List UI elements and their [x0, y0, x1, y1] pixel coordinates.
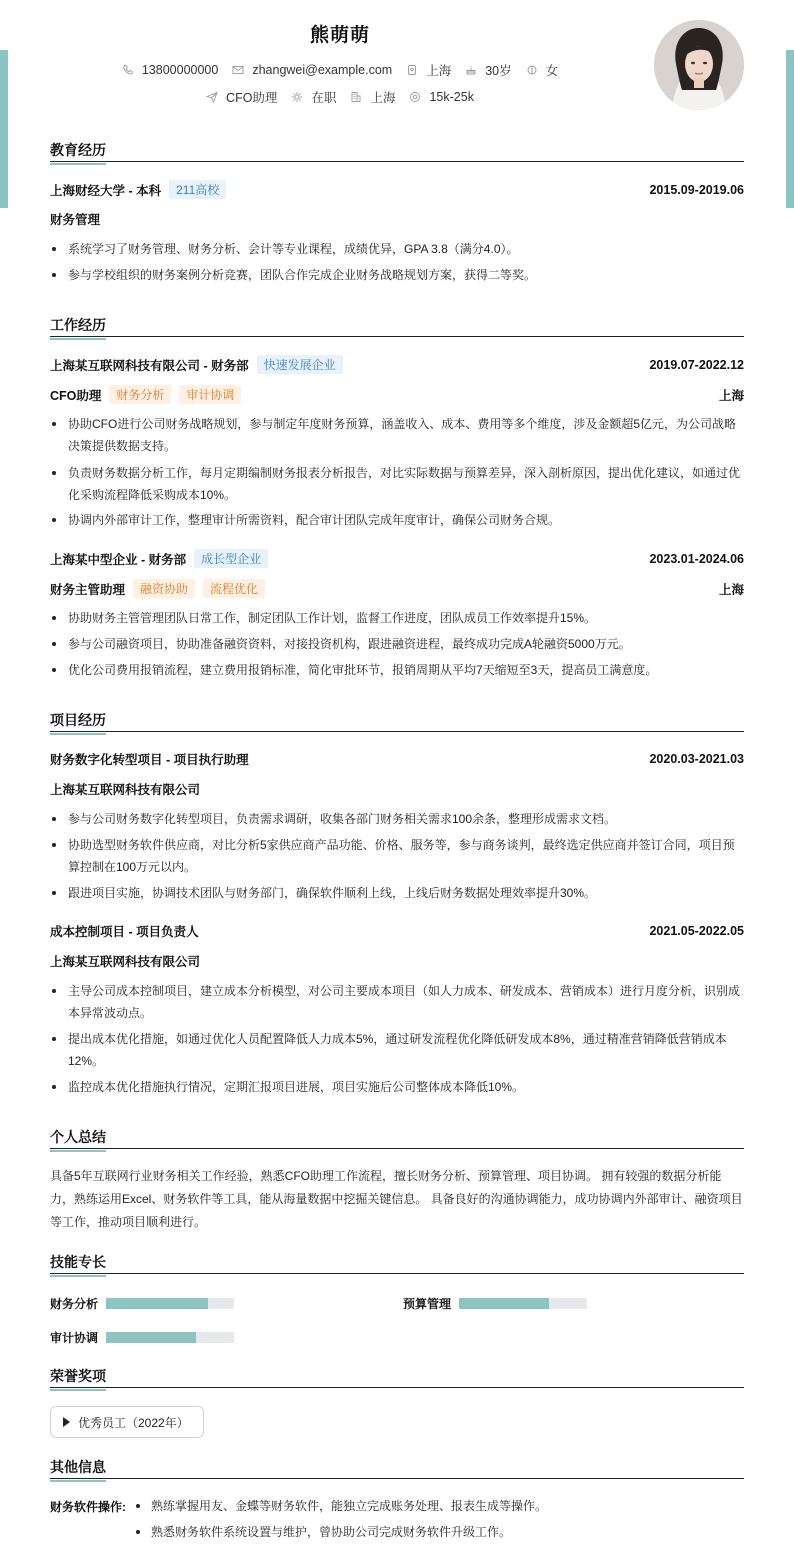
project-bullet: 监控成本优化措施执行情况，定期汇报项目进展，项目实施后公司整体成本降低10%。 — [50, 1076, 744, 1098]
project-header-row — [50, 750, 744, 768]
skill-item — [50, 1295, 234, 1312]
skill-bar-fill — [106, 1332, 196, 1343]
salary-item — [409, 90, 473, 104]
skill-bar-fill — [106, 1298, 208, 1309]
cake-icon — [465, 64, 477, 76]
job-period: 2019.07-2022.12 — [649, 357, 744, 372]
education-bullet: 参与学校组织的财务案例分析竞赛，团队合作完成企业财务战略规划方案，获得二等奖。 — [50, 264, 744, 286]
company-tag: 成长型企业 — [194, 549, 268, 568]
gender-text: 女 — [545, 64, 559, 78]
location-item — [406, 61, 451, 79]
project-period: 2020.03-2021.03 — [649, 752, 744, 766]
other-bullet: 熟悉财务软件系统设置与维护，曾协助公司完成财务软件升级工作。 — [136, 1522, 511, 1542]
candidate-name: 熊萌萌 — [309, 25, 370, 46]
job-company: 上海某中型企业 - 财务部 — [50, 552, 187, 567]
job-bullet: 参与公司融资项目，协助准备融资资料，对接投资机构，跟进融资进程，最终成功完成A轮融资5000万元。 — [50, 633, 744, 655]
coin-icon — [409, 91, 421, 103]
contact-row — [0, 61, 680, 79]
skill-bar — [106, 1298, 234, 1309]
education-major-row — [50, 210, 744, 228]
send-icon — [206, 91, 218, 103]
education-period: 2015.09-2019.06 — [649, 182, 744, 197]
project-company-row — [50, 780, 744, 798]
education-bullet: 系统学习了财务管理、财务分析、会计等专业课程，成绩优异，GPA 3.8（满分4.0）。 — [50, 238, 744, 260]
projects-title-text: 项目经历 — [50, 710, 106, 732]
project-period: 2021.05-2022.05 — [649, 924, 744, 938]
age-item — [465, 61, 511, 79]
other-title-text: 其他信息 — [50, 1457, 106, 1479]
age-text: 30岁 — [485, 64, 512, 78]
skills-section-title — [50, 1252, 744, 1274]
awards-section-title — [50, 1366, 744, 1388]
summary-section-title — [50, 1127, 744, 1149]
major-name: 财务管理 — [50, 213, 101, 227]
project-company: 上海某互联网科技有限公司 — [50, 955, 201, 969]
project-bullet: 参与公司财务数字化转型项目，负责需求调研，收集各部门财务相关需求100余条，整理形成需求文档。 — [50, 808, 744, 830]
status-text: 在职 — [311, 91, 337, 105]
project-bullet: 提出成本优化措施，如通过优化人员配置降低人力成本5%，通过研发流程优化降低研发成本8%，通过精准营销降低营销成本12%。 — [50, 1028, 744, 1072]
project-bullet: 协助选型财务软件供应商，对比分析5家供应商产品功能、价格、服务等，参与商务谈判，最终选定供应商并签订合同，项目预算控制在100万元以内。 — [50, 834, 744, 878]
phone-icon — [122, 64, 134, 76]
job-role-row — [50, 579, 744, 598]
education-section-title — [50, 140, 744, 162]
email-text: zhangwei@example.com — [252, 63, 393, 77]
skill-item — [50, 1329, 234, 1346]
education-header-row — [50, 180, 744, 199]
project-company-row — [50, 952, 744, 970]
other-section-title — [50, 1457, 744, 1479]
skill-tag: 财务分析 — [109, 385, 171, 404]
phone-text: 13800000000 — [141, 63, 219, 77]
email-item — [232, 63, 392, 77]
work-title-text: 工作经历 — [50, 315, 106, 337]
work-section-title — [50, 315, 744, 337]
award-text: 优秀员工（2022年） — [78, 1415, 189, 1430]
summary-text: 具备5年互联网行业财务相关工作经验，熟悉CFO助理工作流程，擅长财务分析、预算管理、项目协调。 拥有较强的数据分析能力，熟练运用Excel、财务软件等工具，能从海量数据中挖掘关键信息。 具备良好的沟通协调能力，成功协调内外部审计、融资项目等工作，推动项目顺利进行。 — [50, 1169, 743, 1229]
skill-tag: 流程优化 — [203, 579, 265, 598]
skill-tag: 审计协调 — [179, 385, 241, 404]
gender-icon — [526, 64, 538, 76]
job-bullet: 协助CFO进行公司财务战略规划，参与制定年度财务预算，涵盖收入、成本、费用等多个维度，涉及金额超5亿元，为公司战略决策提供数据支持。 — [50, 413, 744, 457]
job-role: 财务主管助理 — [50, 582, 126, 597]
skill-bar-fill — [459, 1298, 549, 1309]
award-item[interactable] — [50, 1406, 204, 1438]
skill-name: 审计协调 — [50, 1331, 99, 1345]
avatar — [654, 20, 744, 110]
school-tag: 211高校 — [169, 180, 226, 199]
target-position-item — [206, 88, 277, 106]
job-period: 2023.01-2024.06 — [649, 551, 744, 566]
skill-name: 预算管理 — [403, 1297, 452, 1311]
job-role: CFO助理 — [50, 388, 102, 403]
other-bullet: 熟练掌握用友、金蝶等财务软件，能独立完成账务处理、报表生成等操作。 — [136, 1496, 547, 1516]
skill-name: 财务分析 — [50, 1297, 99, 1311]
project-name: 成本控制项目 - 项目负责人 — [50, 925, 199, 939]
job-bullet: 负责财务数据分析工作，每月定期编制财务报表分析报告，对比实际数据与预算差异，深入剖析原因，提出优化建议，如通过优化采购流程降低采购成本10%。 — [50, 462, 744, 506]
job-bullet: 协助财务主管管理团队日常工作，制定团队工作计划，监督工作进度，团队成员工作效率提升15%。 — [50, 607, 744, 629]
target-city-text: 上海 — [370, 91, 396, 105]
skill-item — [403, 1295, 587, 1312]
target-position-text: CFO助理 — [226, 91, 278, 105]
job-role-row — [50, 385, 744, 404]
skill-tag: 融资协助 — [133, 579, 195, 598]
expand-triangle-icon — [63, 1417, 70, 1427]
summary-title-text: 个人总结 — [50, 1127, 106, 1149]
job-header-row — [50, 549, 744, 568]
project-bullet: 主导公司成本控制项目，建立成本分析模型，对公司主要成本项目（如人力成本、研发成本、营销成本）进行月度分析，识别成本异常波动点。 — [50, 980, 744, 1024]
other-label: 财务软件操作: — [50, 1500, 126, 1514]
job-header-row — [50, 355, 744, 374]
school-name: 上海财经大学 - 本科 — [50, 183, 162, 198]
company-tag: 快速发展企业 — [257, 355, 343, 374]
target-city-item — [350, 88, 395, 106]
education-title-text: 教育经历 — [50, 140, 106, 162]
mail-icon — [232, 64, 244, 76]
job-city: 上海 — [718, 388, 744, 403]
projects-section-title — [50, 710, 744, 732]
salary-text: 15k-25k — [429, 90, 474, 104]
job-company: 上海某互联网科技有限公司 - 财务部 — [50, 358, 249, 373]
phone-item — [122, 63, 218, 77]
status-item — [291, 88, 336, 106]
job-intent-row — [0, 88, 680, 106]
gear-icon — [291, 91, 303, 103]
project-bullet: 跟进项目实施，协调技术团队与财务部门，确保软件顺利上线，上线后财务数据处理效率提升30%。 — [50, 882, 744, 904]
job-bullet: 优化公司费用报销流程，建立费用报销标准，简化审批环节，报销周期从平均7天缩短至3天，提高员工满意度。 — [50, 659, 744, 681]
awards-title-text: 荣誉奖项 — [50, 1366, 106, 1388]
job-city: 上海 — [718, 582, 744, 597]
project-company: 上海某互联网科技有限公司 — [50, 783, 201, 797]
skill-bar — [459, 1298, 587, 1309]
resume-header — [0, 0, 794, 120]
skill-bar — [106, 1332, 234, 1343]
project-header-row — [50, 922, 744, 940]
skills-title-text: 技能专长 — [50, 1252, 106, 1274]
gender-item — [526, 61, 559, 79]
location-text: 上海 — [426, 64, 452, 78]
job-bullet: 协调内外部审计工作，整理审计所需资料，配合审计团队完成年度审计，确保公司财务合规。 — [50, 509, 744, 531]
building-icon — [350, 91, 362, 103]
location-icon — [406, 64, 418, 76]
project-name: 财务数字化转型项目 - 项目执行助理 — [50, 753, 249, 767]
